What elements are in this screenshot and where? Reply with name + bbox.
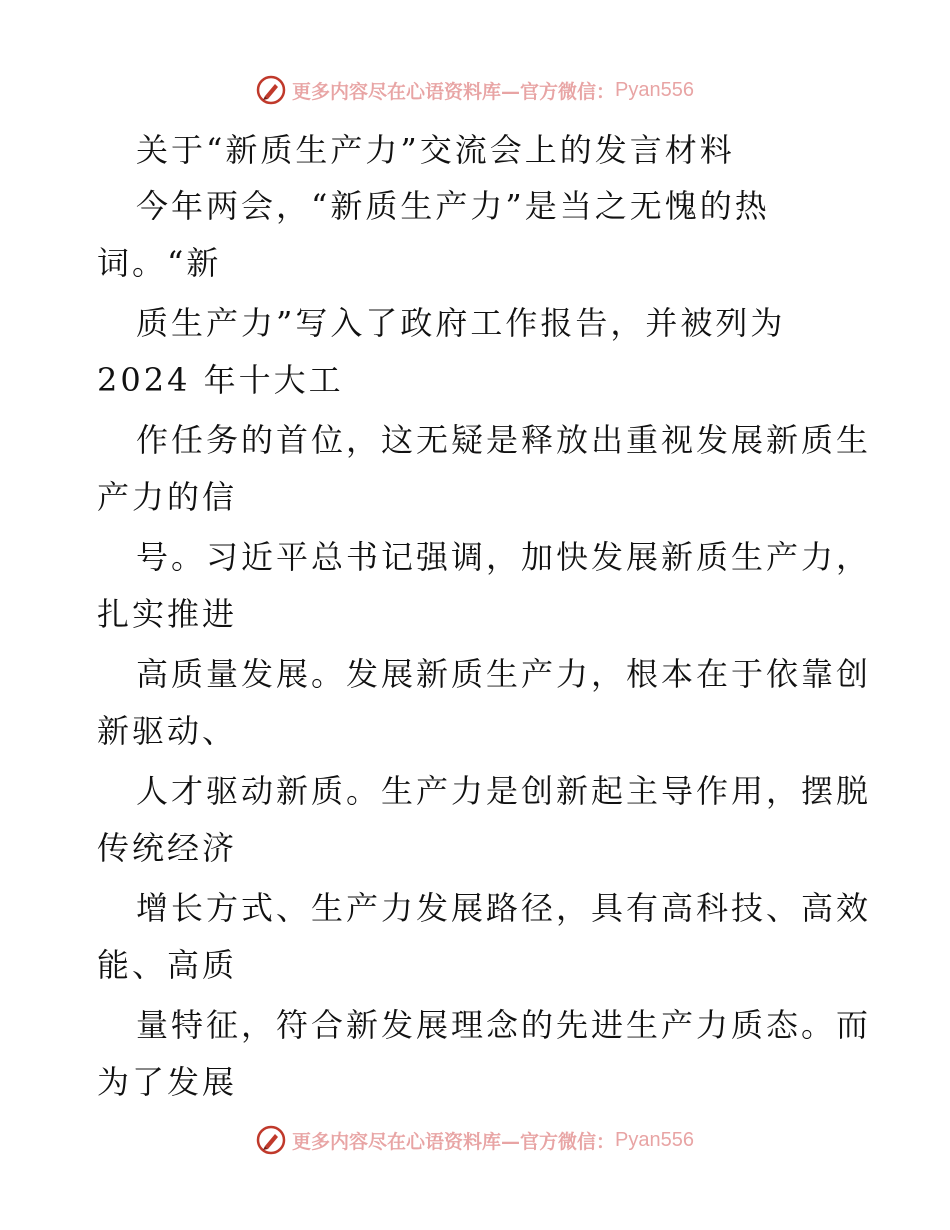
text-line: 为了发展	[97, 1063, 238, 1101]
text-line: 今年两会，“新质生产力”是当之无愧的热	[136, 187, 770, 225]
text-line: 号。习近平总书记强调，加快发展新质生产力，	[136, 538, 872, 576]
header-banner-text: 更多内容尽在心语资料库—官方微信：	[292, 80, 616, 103]
pen-logo-icon	[256, 1125, 286, 1155]
text-line: 增长方式、生产力发展路径，具有高科技、高效	[136, 889, 872, 927]
header-banner-handle: Pyan556	[615, 78, 694, 101]
text-line: 2024 年十大工	[97, 361, 344, 399]
pen-logo-icon	[256, 75, 286, 105]
footer-banner-handle: Pyan556	[615, 1128, 694, 1151]
text-line: 人才驱动新质。生产力是创新起主导作用，摆脱	[136, 772, 872, 810]
text-line: 产力的信	[97, 478, 238, 516]
document-title: 关于“新质生产力”交流会上的发言材料	[136, 131, 735, 169]
text-line: 高质量发展。发展新质生产力，根本在于依靠创	[136, 655, 872, 693]
text-line: 新驱动、	[97, 712, 238, 750]
text-line: 量特征，符合新发展理念的先进生产力质态。而	[136, 1006, 872, 1044]
text-line: 质生产力”写入了政府工作报告，并被列为	[136, 304, 786, 342]
text-line: 扎实推进	[97, 595, 238, 633]
header-banner	[0, 70, 950, 110]
text-line: 能、高质	[97, 946, 238, 984]
text-line: 传统经济	[97, 829, 238, 867]
footer-banner-text: 更多内容尽在心语资料库—官方微信：	[292, 1130, 616, 1153]
footer-banner	[0, 1120, 950, 1160]
text-line: 词。“新	[97, 244, 222, 282]
text-line: 作任务的首位，这无疑是释放出重视发展新质生	[136, 421, 872, 459]
